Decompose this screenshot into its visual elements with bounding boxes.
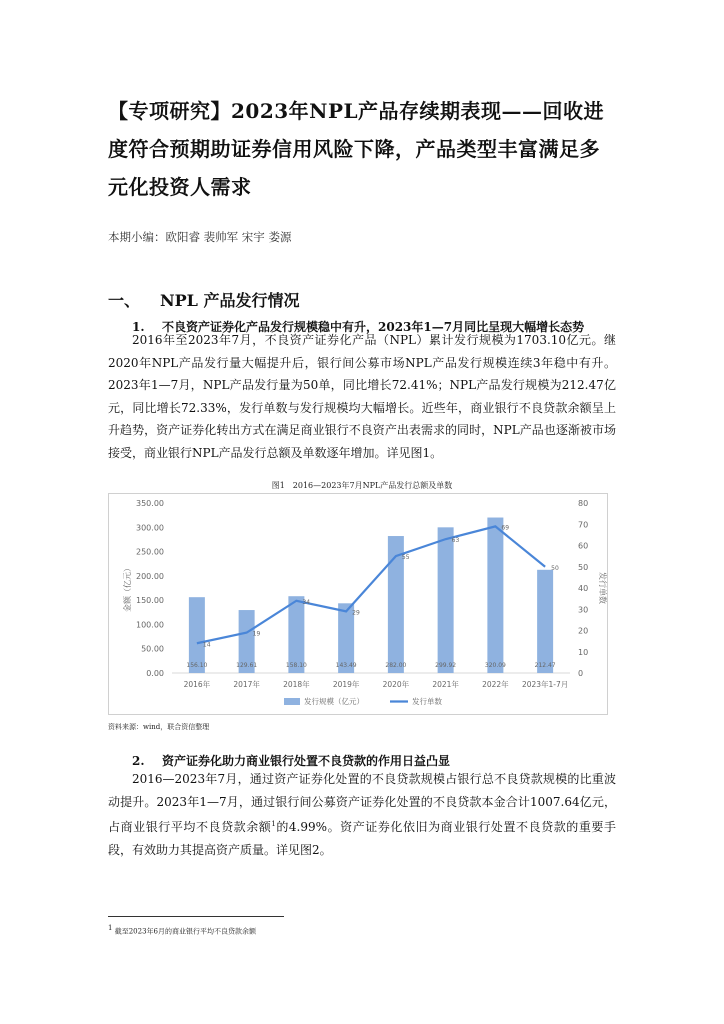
bar-label: 299.92 (435, 662, 457, 669)
bar-5 (438, 527, 454, 673)
bar-label: 158.10 (285, 662, 307, 669)
y2-axis-title: 发行单数 (598, 572, 607, 604)
bar-label: 156.10 (186, 662, 208, 669)
y2-tick-label: 60 (578, 541, 589, 551)
figure-title: 图1 2016—2023年7月NPL产品发行总额及单数 (271, 481, 453, 490)
x-tick-label: 2022年 (482, 680, 509, 689)
x-tick-label: 2018年 (283, 680, 310, 689)
legend-label-bars: 发行规模（亿元） (304, 697, 364, 706)
y2-tick-label: 0 (578, 669, 584, 678)
legend-label-line: 发行单数 (412, 697, 442, 706)
line-point-label: 63 (451, 537, 460, 545)
y-tick-label: 50.00 (141, 644, 164, 654)
paragraph-2-text: 2016—2023年7月，通过资产证券化处置的不良贷款规模占银行总不良贷款规模的比重波动提升。2023年1—7月，通过银行间公募资产证券化处置的不良贷款本金合计1007.64亿元，占商业银行平均不良贷款余额 (108, 772, 616, 834)
y-tick-label: 250.00 (136, 547, 164, 557)
y2-tick-label: 50 (578, 562, 589, 572)
subsection-number: 2. (132, 754, 145, 768)
footnote-divider (108, 916, 284, 917)
section-title: NPL 产品发行情况 (160, 291, 300, 310)
subsection-title: 不良资产证券化产品发行规模稳中有升，2023年1—7月同比呈现大幅增长态势 (162, 320, 585, 334)
y2-tick-label: 80 (578, 499, 589, 508)
line-point-label: 14 (202, 641, 211, 649)
bar-label: 143.49 (335, 662, 357, 669)
bar-label: 320.09 (484, 662, 506, 669)
line-point-label: 34 (302, 598, 311, 606)
y-tick-label: 150.00 (136, 596, 164, 606)
bar-label: 282.00 (385, 662, 407, 669)
legend-swatch-bars (284, 698, 300, 705)
y-tick-label: 350.00 (136, 499, 164, 508)
y-tick-label: 100.00 (136, 620, 164, 630)
y2-tick-label: 20 (578, 626, 589, 636)
line-point-label: 55 (401, 554, 410, 562)
x-tick-label: 2019年 (332, 680, 360, 689)
y-tick-label: 0.00 (146, 669, 164, 678)
footnote-reference[interactable]: 1 (271, 820, 276, 828)
x-tick-label: 2023年1-7月 (521, 680, 569, 689)
document-title: 【专项研究】2023年NPL产品存续期表现——回收进度符合预期助证券信用风险下降，产品类型丰富满足多元化投资人需求 (108, 99, 605, 199)
section-heading-1 (108, 288, 299, 311)
y-axis-title: 金额（亿元） (123, 564, 132, 612)
y2-tick-label: 70 (578, 520, 589, 530)
y2-tick-label: 40 (578, 584, 589, 593)
source-note: 资料来源：wind，联合资信整理 (108, 723, 210, 731)
npl-issuance-chart (108, 493, 608, 715)
paragraph-2 (108, 768, 616, 861)
subsection-number: 1. (132, 320, 145, 334)
x-tick-label: 2017年 (233, 680, 260, 689)
line-point-label: 69 (501, 524, 510, 532)
line-point-label: 29 (352, 609, 360, 617)
bar-7 (537, 570, 553, 673)
x-tick-label: 2016年 (183, 680, 211, 689)
x-tick-label: 2020年 (382, 680, 410, 689)
footnote (108, 924, 256, 936)
bar-label: 212.47 (534, 662, 556, 669)
y2-tick-label: 10 (578, 647, 589, 657)
footnote-mark: 1 (108, 924, 113, 932)
line-point-label: 50 (551, 564, 559, 572)
bar-label: 129.61 (236, 662, 258, 669)
line-point-label: 19 (252, 630, 261, 638)
subsection-heading-2 (132, 752, 450, 769)
y-tick-label: 300.00 (136, 523, 164, 533)
editors-line: 本期小编：欧阳睿 裴帅军 宋宇 娄源 (108, 230, 292, 244)
paragraph-1: 2016年至2023年7月，不良资产证券化产品（NPL）累计发行规模为1703.10亿元。继2020年NPL产品发行量大幅提升后，银行间公募市场NPL产品发行规模连续3年稳中有升。2023年1—7月，NPL产品发行量为50单，同比增长72.41%；NPL产品发行规模为212.47亿元，同比增长72.33%，发行单数与发行规模均大幅增长。近些年，商业银行不良贷款余额呈上升趋势，资产证券化转出方式在满足商业银行不良资产出表需求的同时，NPL产品也逐渐被市场接受，商业银行NPL产品发行总额及单数逐年增加。详见图1。 (108, 333, 616, 460)
paragraph-2-tail: 的4.99%。资产证券化依旧为商业银行处置不良贷款的重要手段，有效助力其提高资产质量。详见图2。 (108, 820, 616, 857)
subsection-title: 资产证券化助力商业银行处置不良贷款的作用日益凸显 (162, 754, 451, 768)
bar-6 (487, 518, 503, 673)
y2-tick-label: 30 (578, 605, 589, 615)
y-tick-label: 200.00 (136, 571, 164, 581)
footnote-text: 截至2023年6月的商业银行平均不良贷款余额 (114, 927, 256, 936)
section-number: 一、 (108, 291, 141, 310)
x-tick-label: 2021年 (432, 680, 459, 689)
